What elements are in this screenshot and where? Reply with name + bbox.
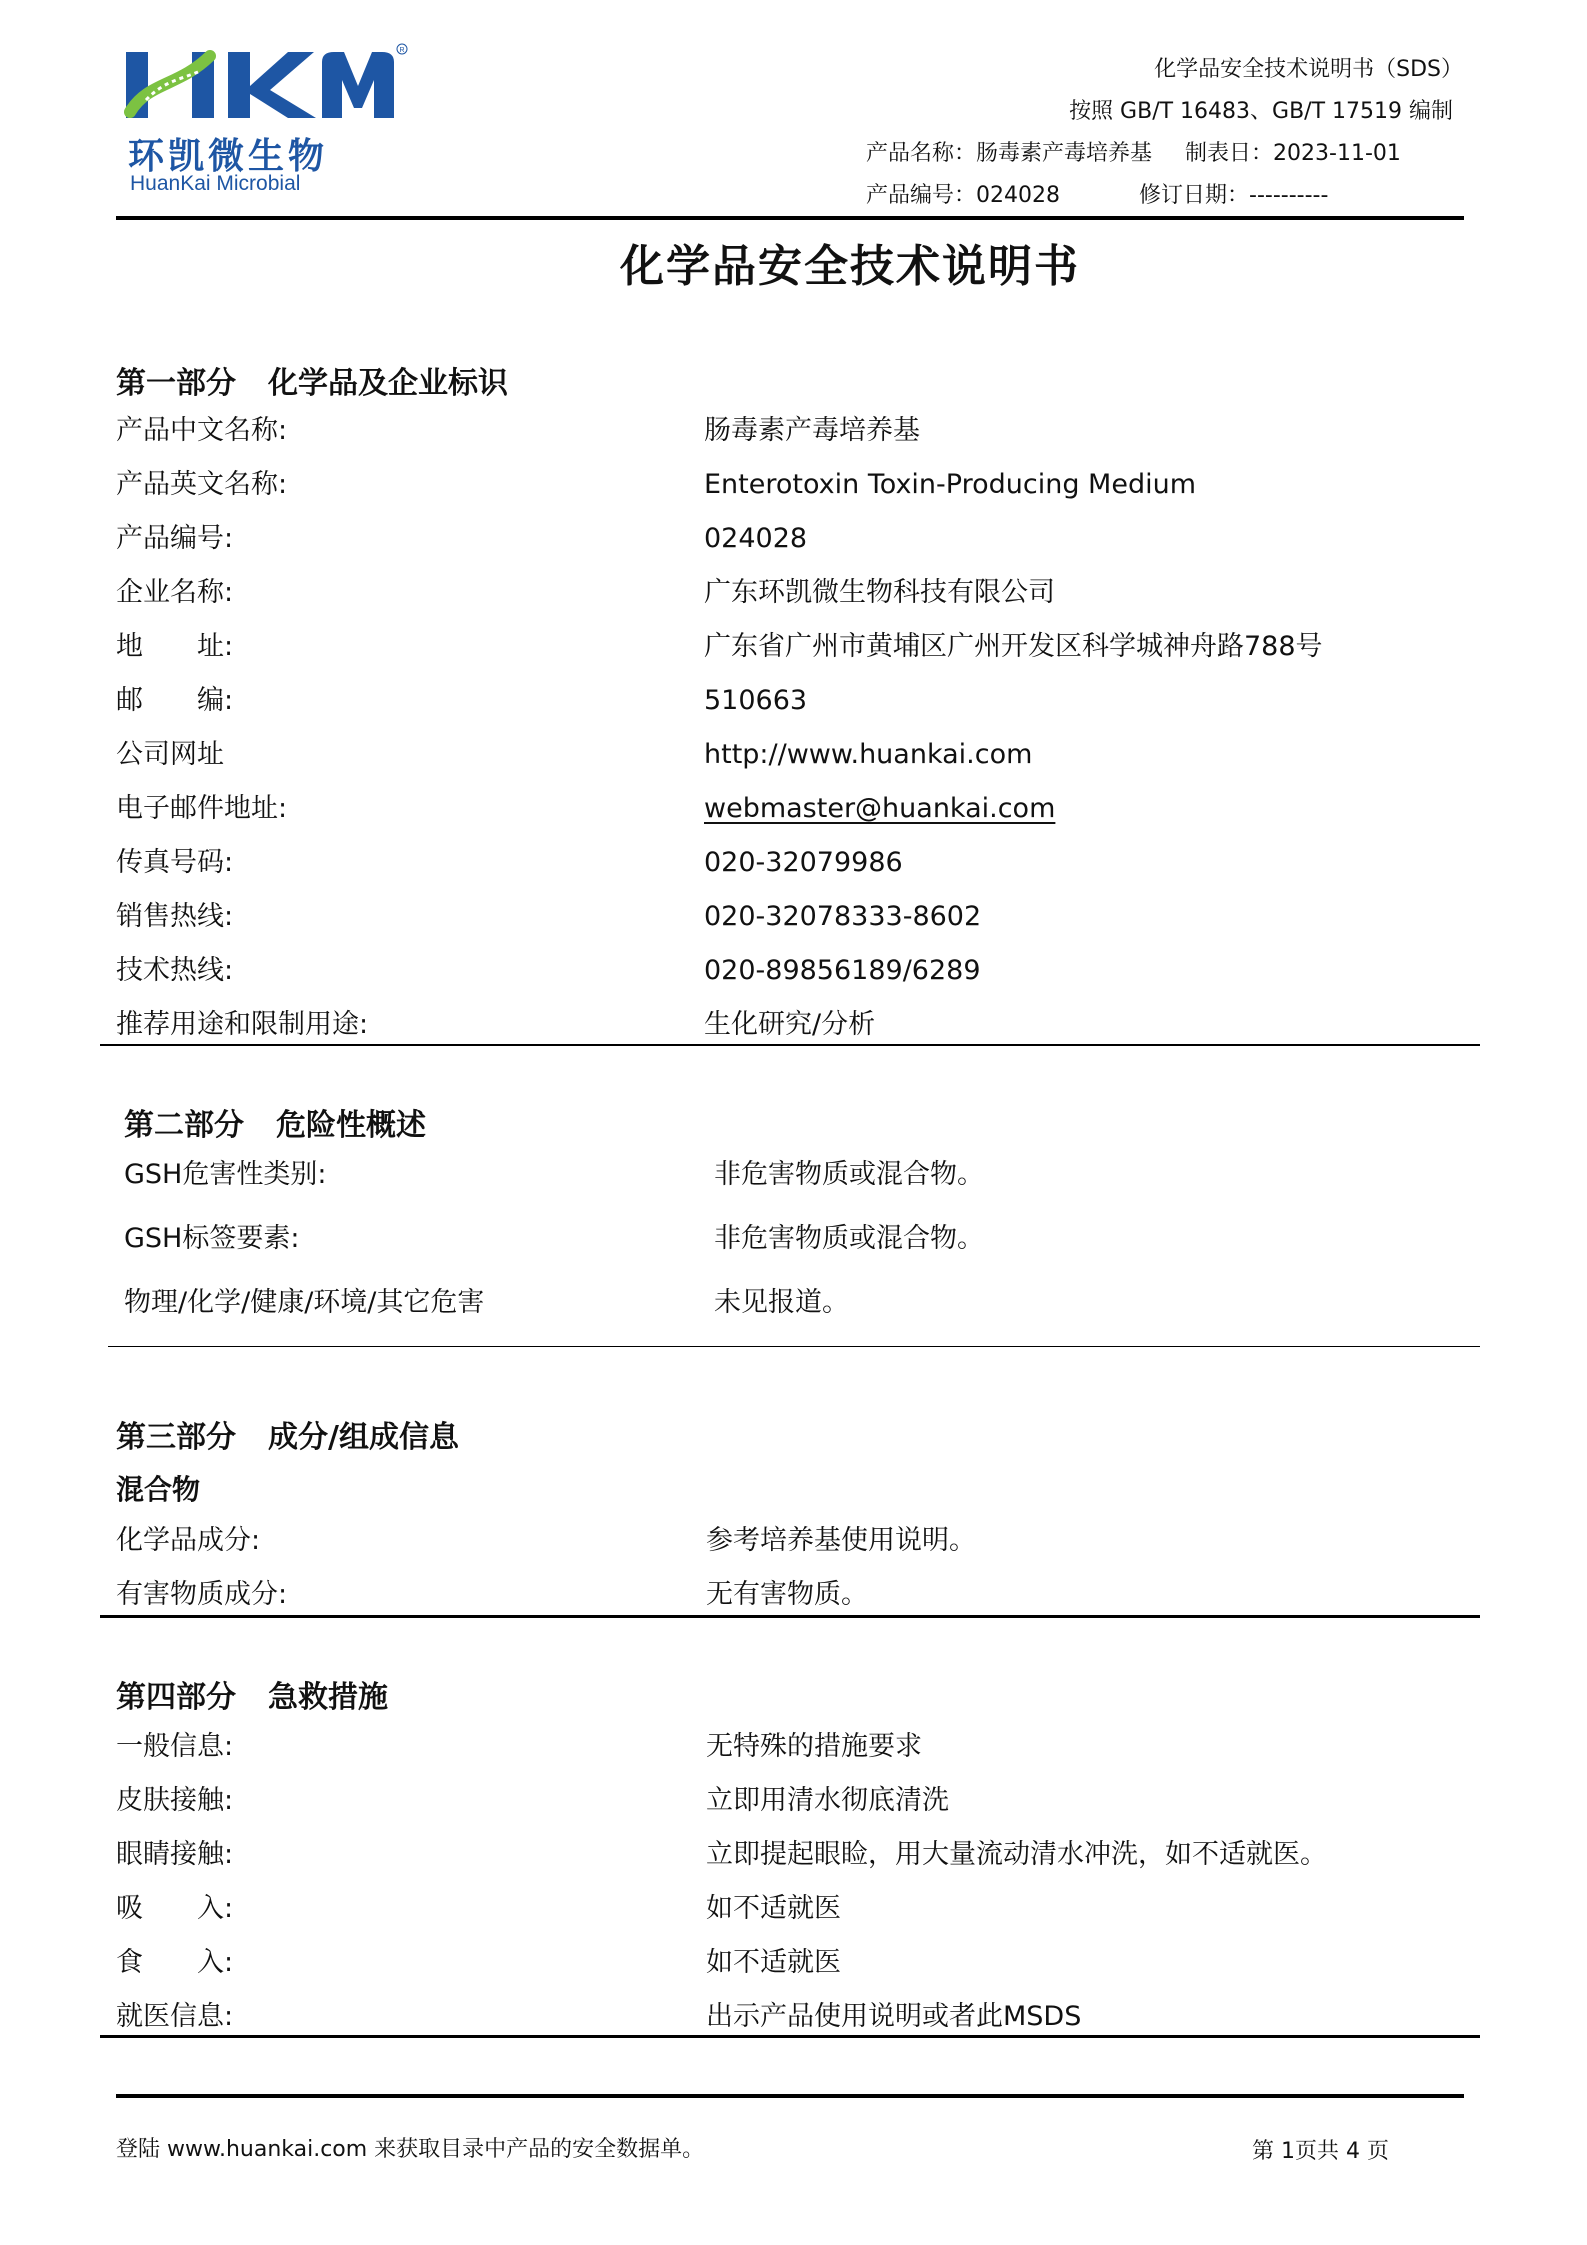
row-label: 企业名称: bbox=[116, 577, 234, 608]
made-date-value: 2023-11-01 bbox=[1273, 141, 1401, 166]
product-code-label: 产品编号： bbox=[866, 183, 977, 208]
row-label: 传真号码: bbox=[116, 847, 234, 878]
hkm-logo-mark-icon bbox=[118, 42, 408, 127]
table-row bbox=[116, 954, 1476, 1008]
row-value: 立即提起眼睑，用大量流动清水冲洗，如不适就医。 bbox=[706, 1839, 1327, 1870]
table-row bbox=[116, 1838, 1476, 1892]
page-number: 第 1页共 4 页 bbox=[1252, 2139, 1389, 2164]
document-title: 化学品安全技术说明书 bbox=[620, 241, 1080, 292]
table-row bbox=[116, 630, 1476, 684]
footer-note: 登陆 www.huankai.com 来获取目录中产品的安全数据单。 bbox=[116, 2137, 705, 2162]
row-label: 有害物质成分: bbox=[116, 1579, 288, 1610]
row-label: 食 入: bbox=[116, 1947, 234, 1978]
section-2-title: 危险性概述 bbox=[276, 1108, 426, 1143]
row-label: 皮肤接触: bbox=[116, 1785, 234, 1816]
revision-date-value: ---------- bbox=[1249, 183, 1329, 208]
footer-divider bbox=[116, 2094, 1464, 2098]
website-link[interactable]: http://www.huankai.com bbox=[704, 739, 1033, 770]
row-value: 无有害物质。 bbox=[706, 1579, 868, 1610]
header-divider bbox=[116, 216, 1464, 220]
table-row bbox=[116, 2000, 1476, 2054]
row-label: 产品编号: bbox=[116, 523, 234, 554]
svg-text:R: R bbox=[399, 47, 405, 54]
row-value: 参考培养基使用说明。 bbox=[706, 1525, 976, 1556]
made-date-label: 制表日： bbox=[1185, 141, 1274, 166]
row-value: 如不适就医 bbox=[706, 1893, 841, 1924]
row-value: 未见报道。 bbox=[714, 1287, 849, 1318]
row-value: 立即用清水彻底清洗 bbox=[706, 1785, 949, 1816]
row-label: GSH标签要素: bbox=[124, 1223, 300, 1254]
table-row bbox=[116, 522, 1476, 576]
table-row bbox=[116, 468, 1476, 522]
row-label: 眼睛接触: bbox=[116, 1839, 234, 1870]
row-value: Enterotoxin Toxin-Producing Medium bbox=[704, 469, 1196, 500]
table-row bbox=[116, 1730, 1476, 1784]
row-value: 020-32079986 bbox=[704, 847, 903, 878]
table-row bbox=[124, 1286, 1474, 1340]
section-4-title: 急救措施 bbox=[268, 1680, 388, 1715]
row-value: 非危害物质或混合物。 bbox=[714, 1159, 984, 1190]
section-4-divider bbox=[100, 2035, 1480, 2038]
row-value: 510663 bbox=[704, 685, 808, 716]
row-value: 广东省广州市黄埔区广州开发区科学城神舟路788号 bbox=[704, 631, 1323, 662]
row-label: 就医信息: bbox=[116, 2001, 234, 2032]
table-row bbox=[116, 1946, 1476, 2000]
row-value: 出示产品使用说明或者此MSDS bbox=[706, 2001, 1082, 2032]
row-label: 化学品成分: bbox=[116, 1525, 261, 1556]
table-row bbox=[116, 1784, 1476, 1838]
table-row bbox=[116, 576, 1476, 630]
section-2-number: 第二部分 bbox=[124, 1108, 244, 1143]
header-product-line bbox=[866, 136, 1401, 167]
row-label: 产品英文名称: bbox=[116, 469, 288, 500]
table-row bbox=[116, 1892, 1476, 1946]
table-row bbox=[116, 792, 1476, 846]
product-name-value: 肠毒素产毒培养基 bbox=[976, 141, 1153, 166]
row-label: 产品中文名称: bbox=[116, 415, 288, 446]
table-row bbox=[116, 1578, 1476, 1632]
table-row bbox=[116, 1008, 1476, 1062]
section-4-number: 第四部分 bbox=[116, 1680, 236, 1715]
row-label: 推荐用途和限制用途: bbox=[116, 1009, 369, 1040]
table-row bbox=[116, 900, 1476, 954]
row-label: 技术热线: bbox=[116, 955, 234, 986]
row-label: 电子邮件地址: bbox=[116, 793, 288, 824]
table-row bbox=[124, 1158, 1474, 1212]
section-3-subtitle: 混合物 bbox=[116, 1473, 201, 1506]
logo-name-en: HuanKai Microbial bbox=[130, 172, 301, 195]
revision-date-label: 修订日期： bbox=[1139, 183, 1250, 208]
company-logo bbox=[118, 42, 408, 195]
section-3-number: 第三部分 bbox=[116, 1420, 236, 1455]
section-1-divider bbox=[100, 1044, 1480, 1046]
row-value: 非危害物质或混合物。 bbox=[714, 1223, 984, 1254]
row-label: 公司网址 bbox=[116, 739, 224, 770]
row-value: 广东环凯微生物科技有限公司 bbox=[704, 577, 1055, 608]
row-value: 024028 bbox=[704, 523, 808, 554]
table-row bbox=[116, 846, 1476, 900]
table-row bbox=[116, 738, 1476, 792]
row-label: 物理/化学/健康/环境/其它危害 bbox=[124, 1287, 485, 1318]
logo-name-cn: 环凯微生物 bbox=[128, 136, 329, 177]
table-row bbox=[116, 684, 1476, 738]
header-standard: 按照 GB/T 16483、GB/T 17519 编制 bbox=[1069, 99, 1453, 124]
table-row bbox=[124, 1222, 1474, 1276]
row-label: 一般信息: bbox=[116, 1731, 234, 1762]
row-value: 无特殊的措施要求 bbox=[706, 1731, 922, 1762]
email-link[interactable]: webmaster@huankai.com bbox=[704, 793, 1056, 824]
row-label: GSH危害性类别: bbox=[124, 1159, 327, 1190]
product-name-label: 产品名称： bbox=[866, 141, 977, 166]
header-code-line bbox=[866, 178, 1328, 209]
row-label: 吸 入: bbox=[116, 1893, 234, 1924]
table-row bbox=[116, 1524, 1476, 1578]
section-3-title: 成分/组成信息 bbox=[268, 1420, 459, 1455]
row-value: 肠毒素产毒培养基 bbox=[704, 415, 920, 446]
section-1-number: 第一部分 bbox=[116, 366, 236, 401]
section-1-title: 化学品及企业标识 bbox=[268, 366, 508, 401]
section-4-heading bbox=[116, 1672, 388, 1716]
row-value: 020-32078333-8602 bbox=[704, 901, 982, 932]
section-1-heading bbox=[116, 358, 508, 402]
table-row bbox=[116, 414, 1476, 468]
row-value: 生化研究/分析 bbox=[704, 1009, 876, 1040]
product-code-value: 024028 bbox=[976, 183, 1060, 208]
row-label: 邮 编: bbox=[116, 685, 234, 716]
row-label: 销售热线: bbox=[116, 901, 234, 932]
row-value: 020-89856189/6289 bbox=[704, 955, 981, 986]
section-2-divider bbox=[108, 1346, 1480, 1347]
section-2-heading bbox=[124, 1100, 426, 1144]
header-sds-title: 化学品安全技术说明书（SDS） bbox=[1154, 57, 1463, 82]
section-3-divider bbox=[100, 1615, 1480, 1618]
row-value: 如不适就医 bbox=[706, 1947, 841, 1978]
row-label: 地 址: bbox=[116, 631, 234, 662]
section-3-heading bbox=[116, 1412, 459, 1456]
